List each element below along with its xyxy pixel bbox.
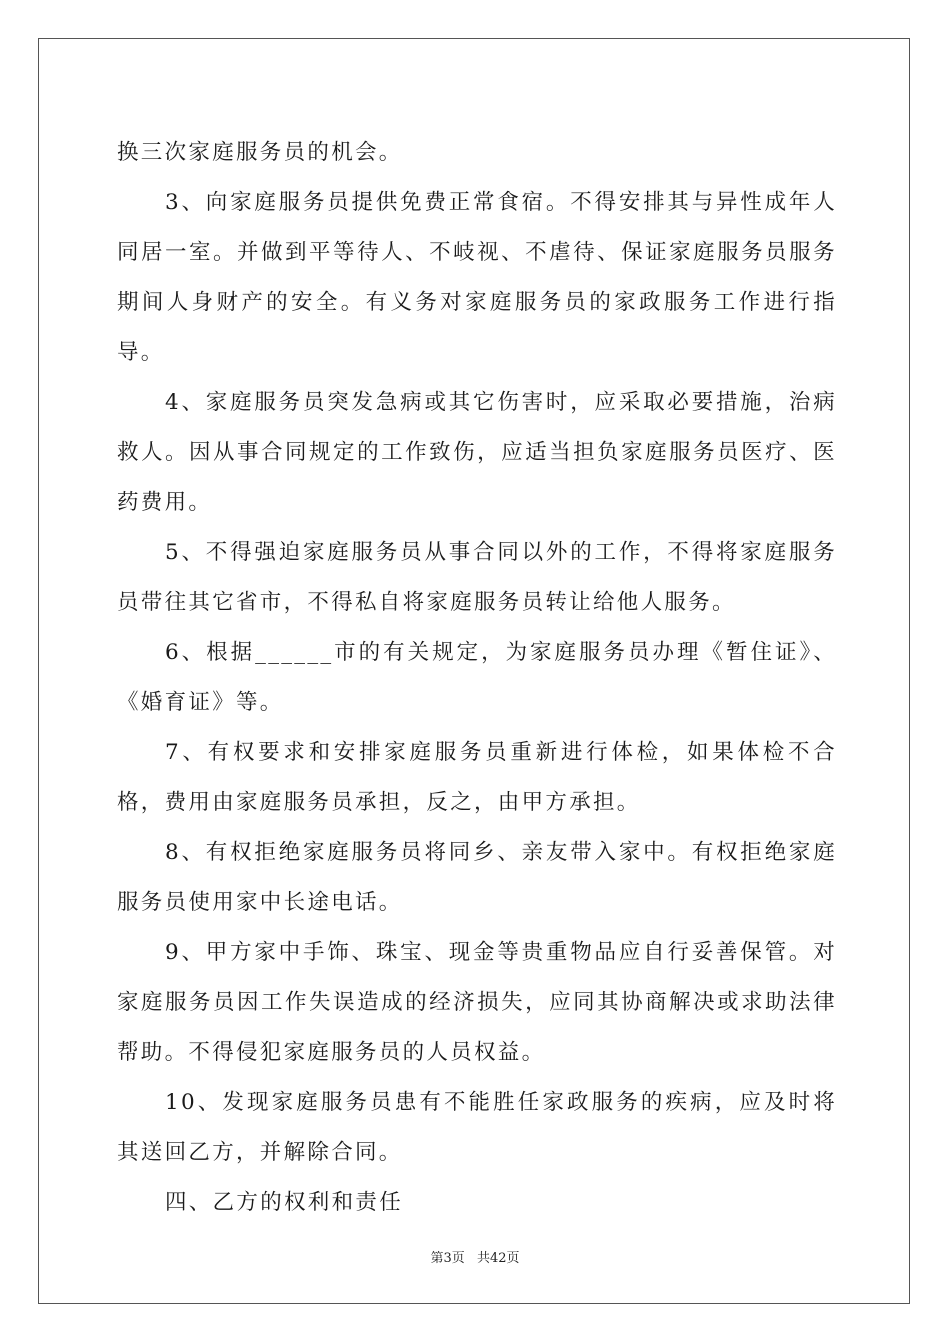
- paragraph: 8、有权拒绝家庭服务员将同乡、亲友带入家中。有权拒绝家庭服务员使用家中长途电话。: [117, 840, 837, 915]
- paragraph: 6、根据______市的有关规定，为家庭服务员办理《暂住证》、《婚育证》等。: [117, 640, 837, 715]
- paragraph: 3、向家庭服务员提供免费正常食宿。不得安排其与异性成年人同居一室。并做到平等待人、不岐视、不虐待、保证家庭服务员服务期间人身财产的安全。有义务对家庭服务员的家政服务工作进行指导。: [117, 190, 837, 365]
- document-body: [117, 128, 837, 1228]
- paragraph: 7、有权要求和安排家庭服务员重新进行体检，如果体检不合格，费用由家庭服务员承担，反之，由甲方承担。: [117, 740, 837, 815]
- paragraph: 5、不得强迫家庭服务员从事合同以外的工作，不得将家庭服务员带往其它省市，不得私自将家庭服务员转让给他人服务。: [117, 540, 837, 615]
- page-total: 共42页: [476, 1251, 520, 1266]
- section-heading: 四、乙方的权利和责任: [165, 1190, 404, 1215]
- paragraph: 换三次家庭服务员的机会。: [117, 140, 403, 165]
- paragraph: 9、甲方家中手饰、珠宝、现金等贵重物品应自行妥善保管。对家庭服务员因工作失误造成的经济损失，应同其协商解决或求助法律帮助。不得侵犯家庭服务员的人员权益。: [117, 940, 837, 1065]
- paragraph: 10、发现家庭服务员患有不能胜任家政服务的疾病，应及时将其送回乙方，并解除合同。: [117, 1090, 837, 1165]
- page-footer: [0, 1247, 950, 1266]
- page-number: 第3页: [430, 1251, 465, 1266]
- paragraph: 4、家庭服务员突发急病或其它伤害时，应采取必要措施，治病救人。因从事合同规定的工作致伤，应适当担负家庭服务员医疗、医药费用。: [117, 390, 837, 515]
